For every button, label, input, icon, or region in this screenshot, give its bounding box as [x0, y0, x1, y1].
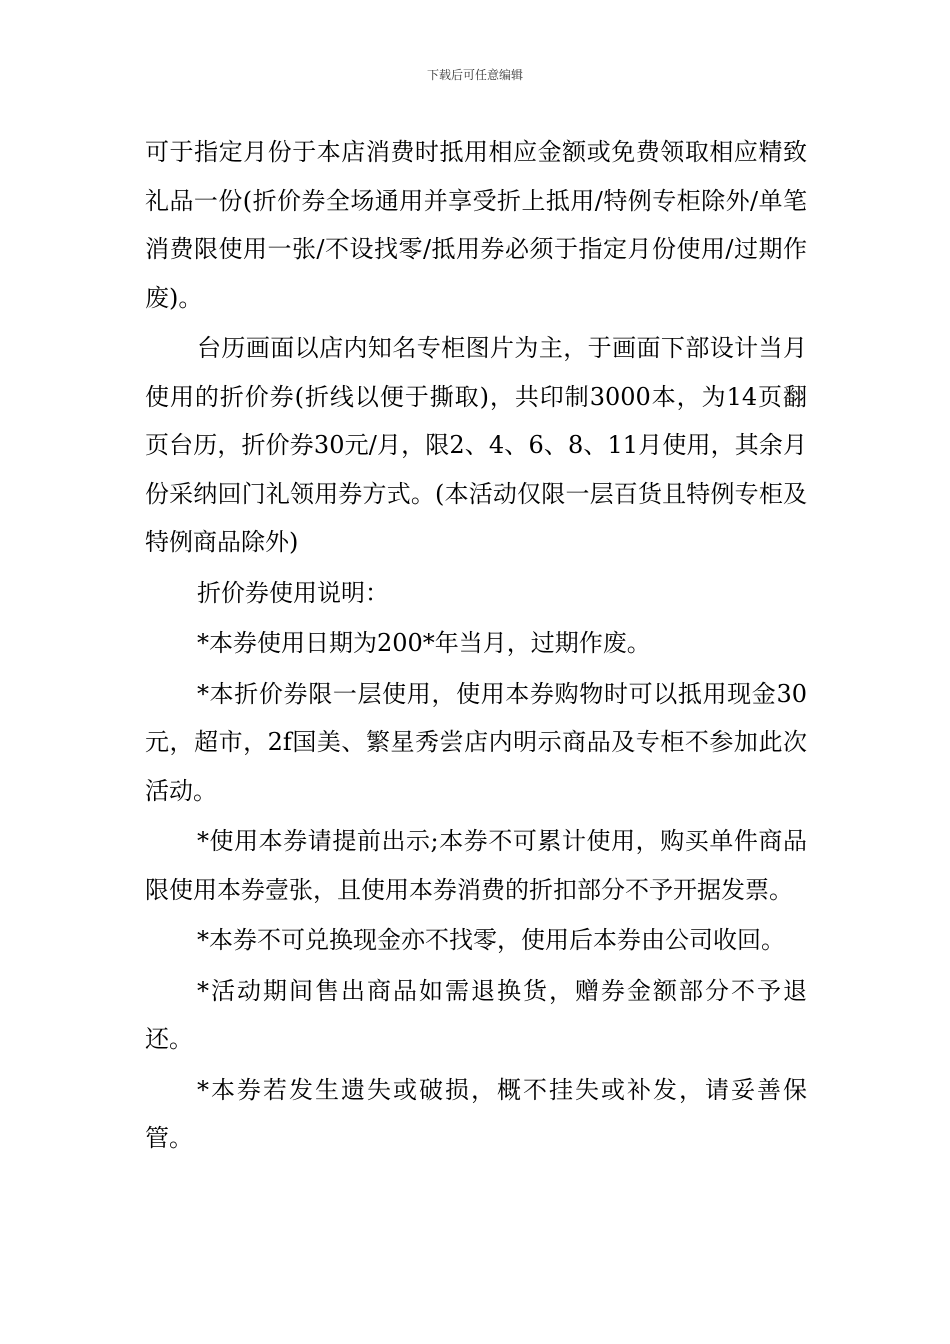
document-body: [145, 128, 807, 1165]
paragraph-rule-loss: *本券若发生遗失或破损，概不挂失或补发，请妥善保管。: [145, 1075, 807, 1152]
header-note: 下载后可任意编辑: [426, 68, 523, 82]
paragraph-calendar-design: 台历画面以店内知名专柜图片为主，于画面下部设计当月使用的折价券(折线以便于撕取)，共印制3000本，为14页翻页台历，折价券30元/月，限2、4、6、8、11月使用，其余月份采纳回门礼领用券方式。(本活动仅限一层百货且特例专柜及特例商品除外): [145, 334, 807, 556]
paragraph-rule-floor-limit: *本折价券限一层使用，使用本券购物时可以抵用现金30元，超市，2f国美、繁星秀尝店内明示商品及专柜不参加此次活动。: [145, 679, 807, 805]
paragraph-rule-presentation: *使用本券请提前出示;本券不可累计使用，购买单件商品限使用本券壹张，且使用本券消费的折扣部分不予开据发票。: [145, 827, 807, 904]
paragraph-coupon-instructions-heading: 折价券使用说明：: [197, 578, 389, 607]
paragraph-rule-returns: *活动期间售出商品如需退换货，赠券金额部分不予退还。: [145, 976, 807, 1053]
paragraph-rule-validity: *本券使用日期为200*年当月，过期作废。: [197, 629, 651, 657]
paragraph-rule-no-cash: *本券不可兑换现金亦不找零，使用后本券由公司收回。: [197, 926, 785, 954]
paragraph-continuation: 可于指定月份于本店消费时抵用相应金额或免费领取相应精致礼品一份(折价券全场通用并享受折上抵用/特例专柜除外/单笔消费限使用一张/不设找零/抵用券必须于指定月份使用/过期作废)。: [145, 138, 807, 312]
